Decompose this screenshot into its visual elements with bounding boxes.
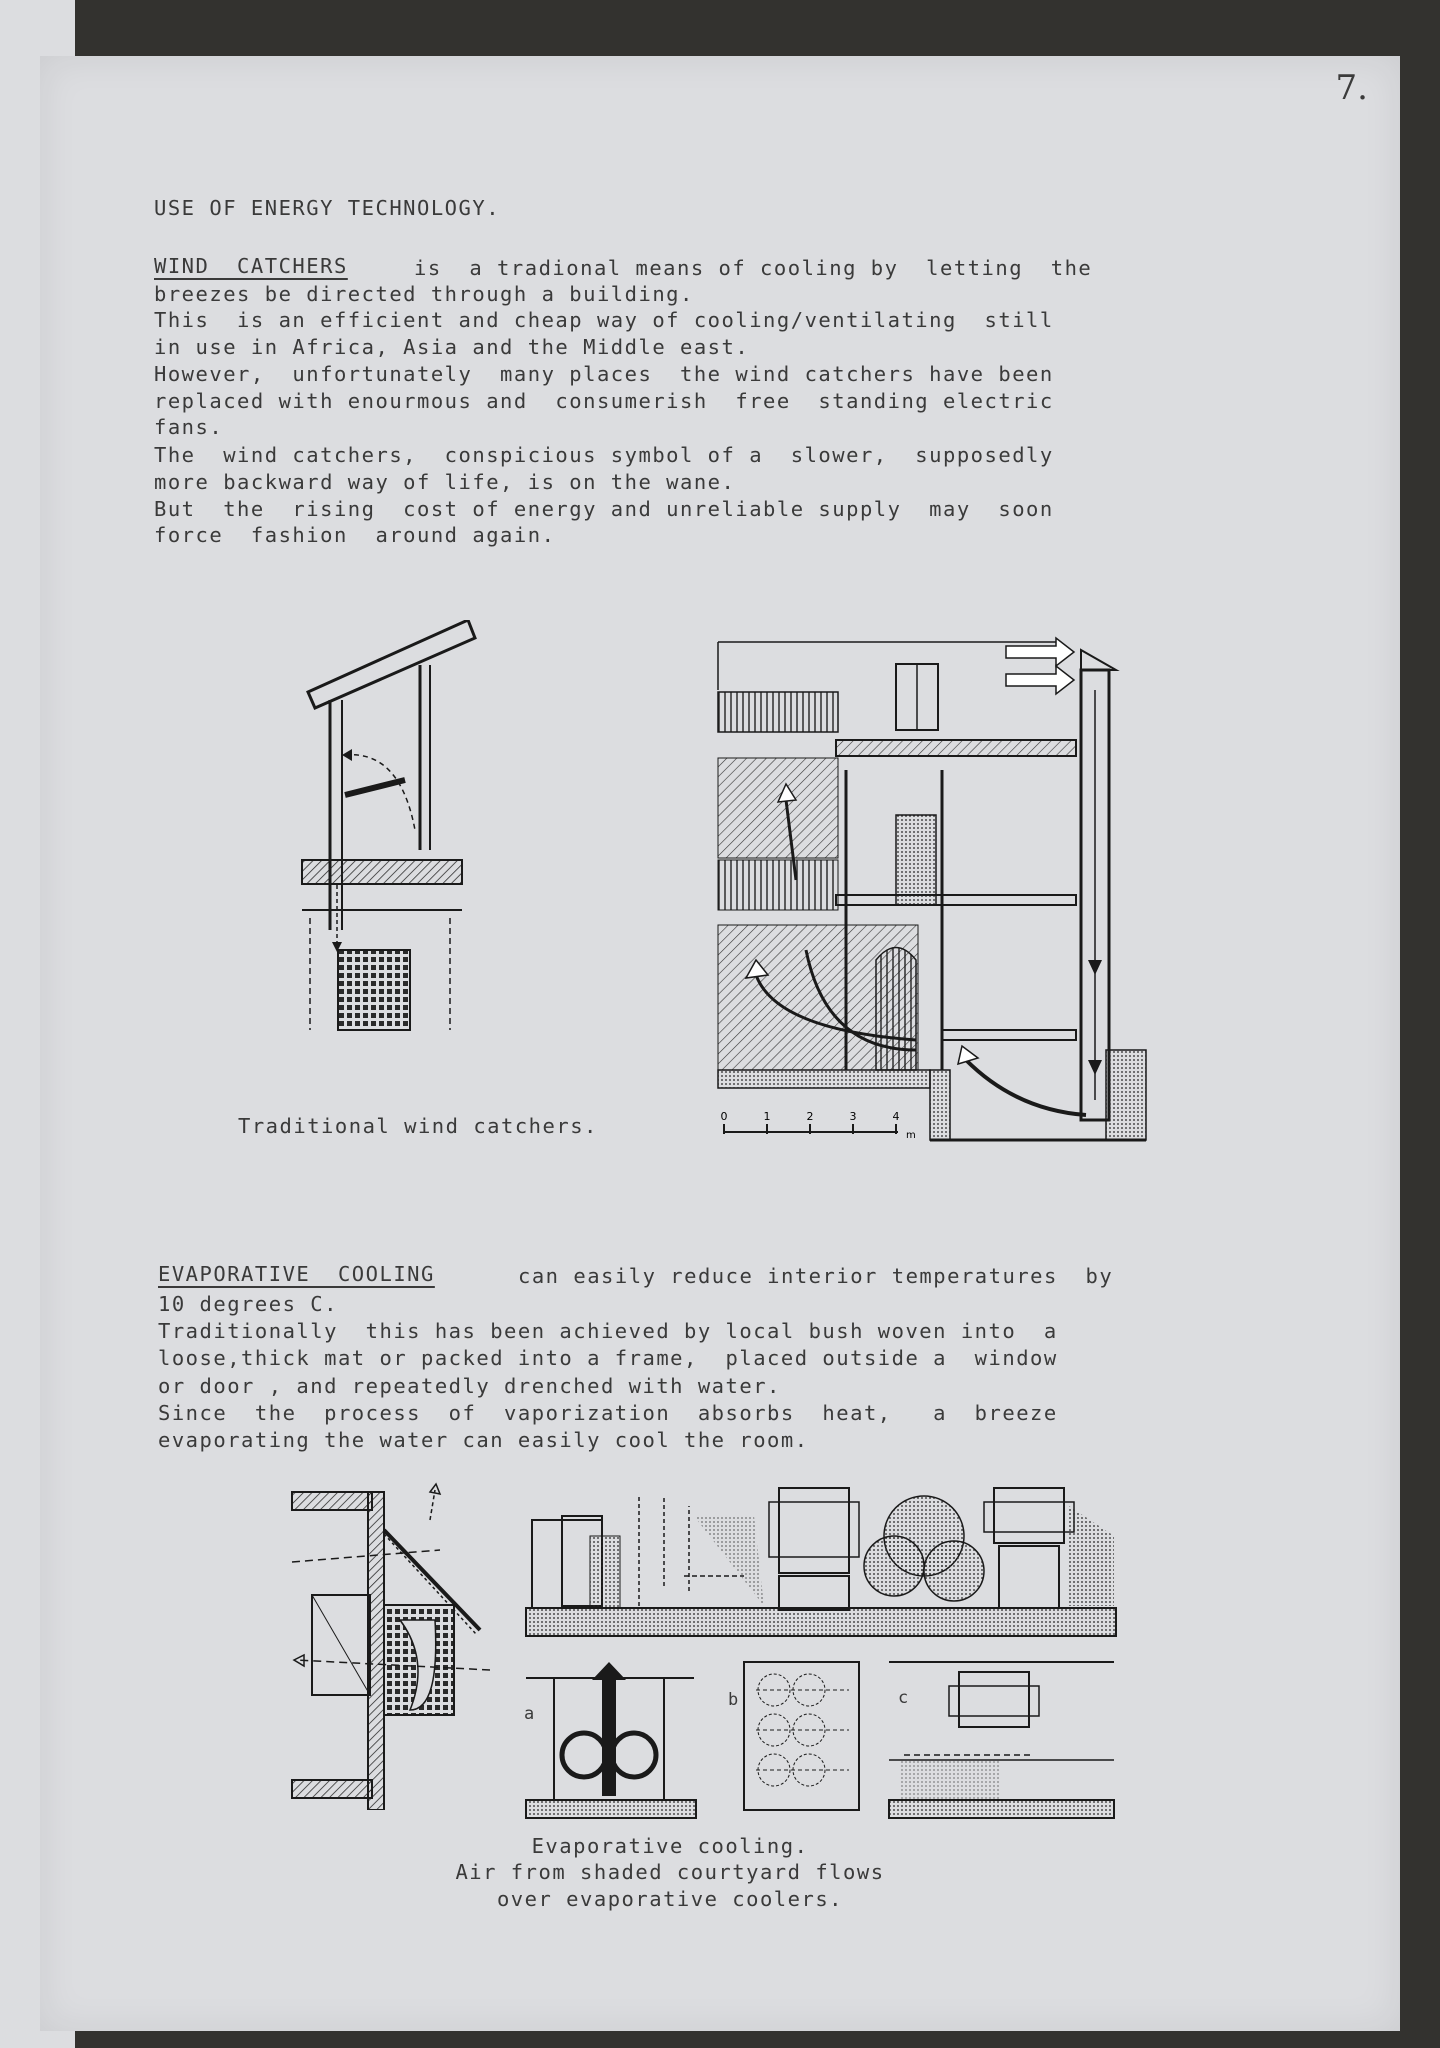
- wind-catchers-line: The wind catchers, conspicious symbol of a slower, supposedly: [154, 443, 1054, 467]
- scale-label: 3: [849, 1110, 857, 1123]
- evaporative-caption-line: Evaporative cooling.: [531, 1834, 809, 1858]
- cooler-diagrams: [524, 1660, 1120, 1820]
- diagram-label-c: c: [898, 1688, 910, 1708]
- evaporative-cooling-line: evaporating the water can easily cool the room.: [158, 1428, 809, 1452]
- wind-catcher-building-section: [716, 630, 1156, 1150]
- wind-catchers-line: This is an efficient and cheap way of cooling/ventilating still: [154, 308, 1054, 332]
- scale-unit: m: [906, 1130, 916, 1140]
- evaporative-cooling-line: Since the process of vaporization absorbs heat, a breeze: [158, 1401, 1058, 1425]
- window-evaporative-cooler-drawing: [290, 1480, 500, 1810]
- scale-bar: [716, 1110, 916, 1140]
- scale-label: 1: [763, 1110, 771, 1123]
- page-number: 7.: [1335, 68, 1368, 108]
- wind-catchers-line: more backward way of life, is on the wane.: [154, 470, 736, 494]
- scale-label: 4: [892, 1110, 900, 1123]
- evaporative-cooling-line: Traditionally this has been achieved by local bush woven into a: [158, 1319, 1058, 1343]
- wind-catchers-line: fans.: [154, 415, 224, 439]
- wind-catchers-line: force fashion around again.: [154, 523, 556, 547]
- evaporative-cooling-line: or door , and repeatedly drenched with water.: [158, 1374, 781, 1398]
- wind-catcher-detail-drawing: [290, 620, 480, 1040]
- evaporative-cooling-line: 10 degrees C.: [158, 1292, 338, 1316]
- page-title: USE OF ENERGY TECHNOLOGY.: [154, 196, 501, 220]
- wind-catchers-line: is a tradional means of cooling by letting the: [414, 256, 1093, 280]
- evaporative-cooling-line: can easily reduce interior temperatures by: [518, 1264, 1114, 1288]
- scale-label: 2: [806, 1110, 814, 1123]
- wind-catchers-line: breezes be directed through a building.: [154, 282, 694, 306]
- evaporative-caption-line: Air from shaded courtyard flows: [455, 1860, 885, 1884]
- wind-catchers-line: However, unfortunately many places the wind catchers have been: [154, 362, 1054, 386]
- evaporative-caption-line: over evaporative coolers.: [496, 1887, 844, 1911]
- wind-catchers-caption: Traditional wind catchers.: [238, 1114, 598, 1138]
- diagram-label-a: a: [524, 1704, 536, 1724]
- courtyard-section-drawing: [524, 1476, 1120, 1638]
- evaporative-cooling-line: loose,thick mat or packed into a frame, placed outside a window: [158, 1346, 1058, 1370]
- wind-catchers-line: in use in Africa, Asia and the Middle east.: [154, 335, 750, 359]
- evaporative-cooling-heading: EVAPORATIVE COOLING: [158, 1262, 435, 1286]
- wind-catchers-heading: WIND CATCHERS: [154, 254, 348, 278]
- scale-label: 0: [720, 1110, 728, 1123]
- diagram-label-b: b: [728, 1690, 740, 1710]
- wind-catchers-line: replaced with enourmous and consumerish free standing electric: [154, 389, 1054, 413]
- wind-catchers-line: But the rising cost of energy and unreliable supply may soon: [154, 497, 1054, 521]
